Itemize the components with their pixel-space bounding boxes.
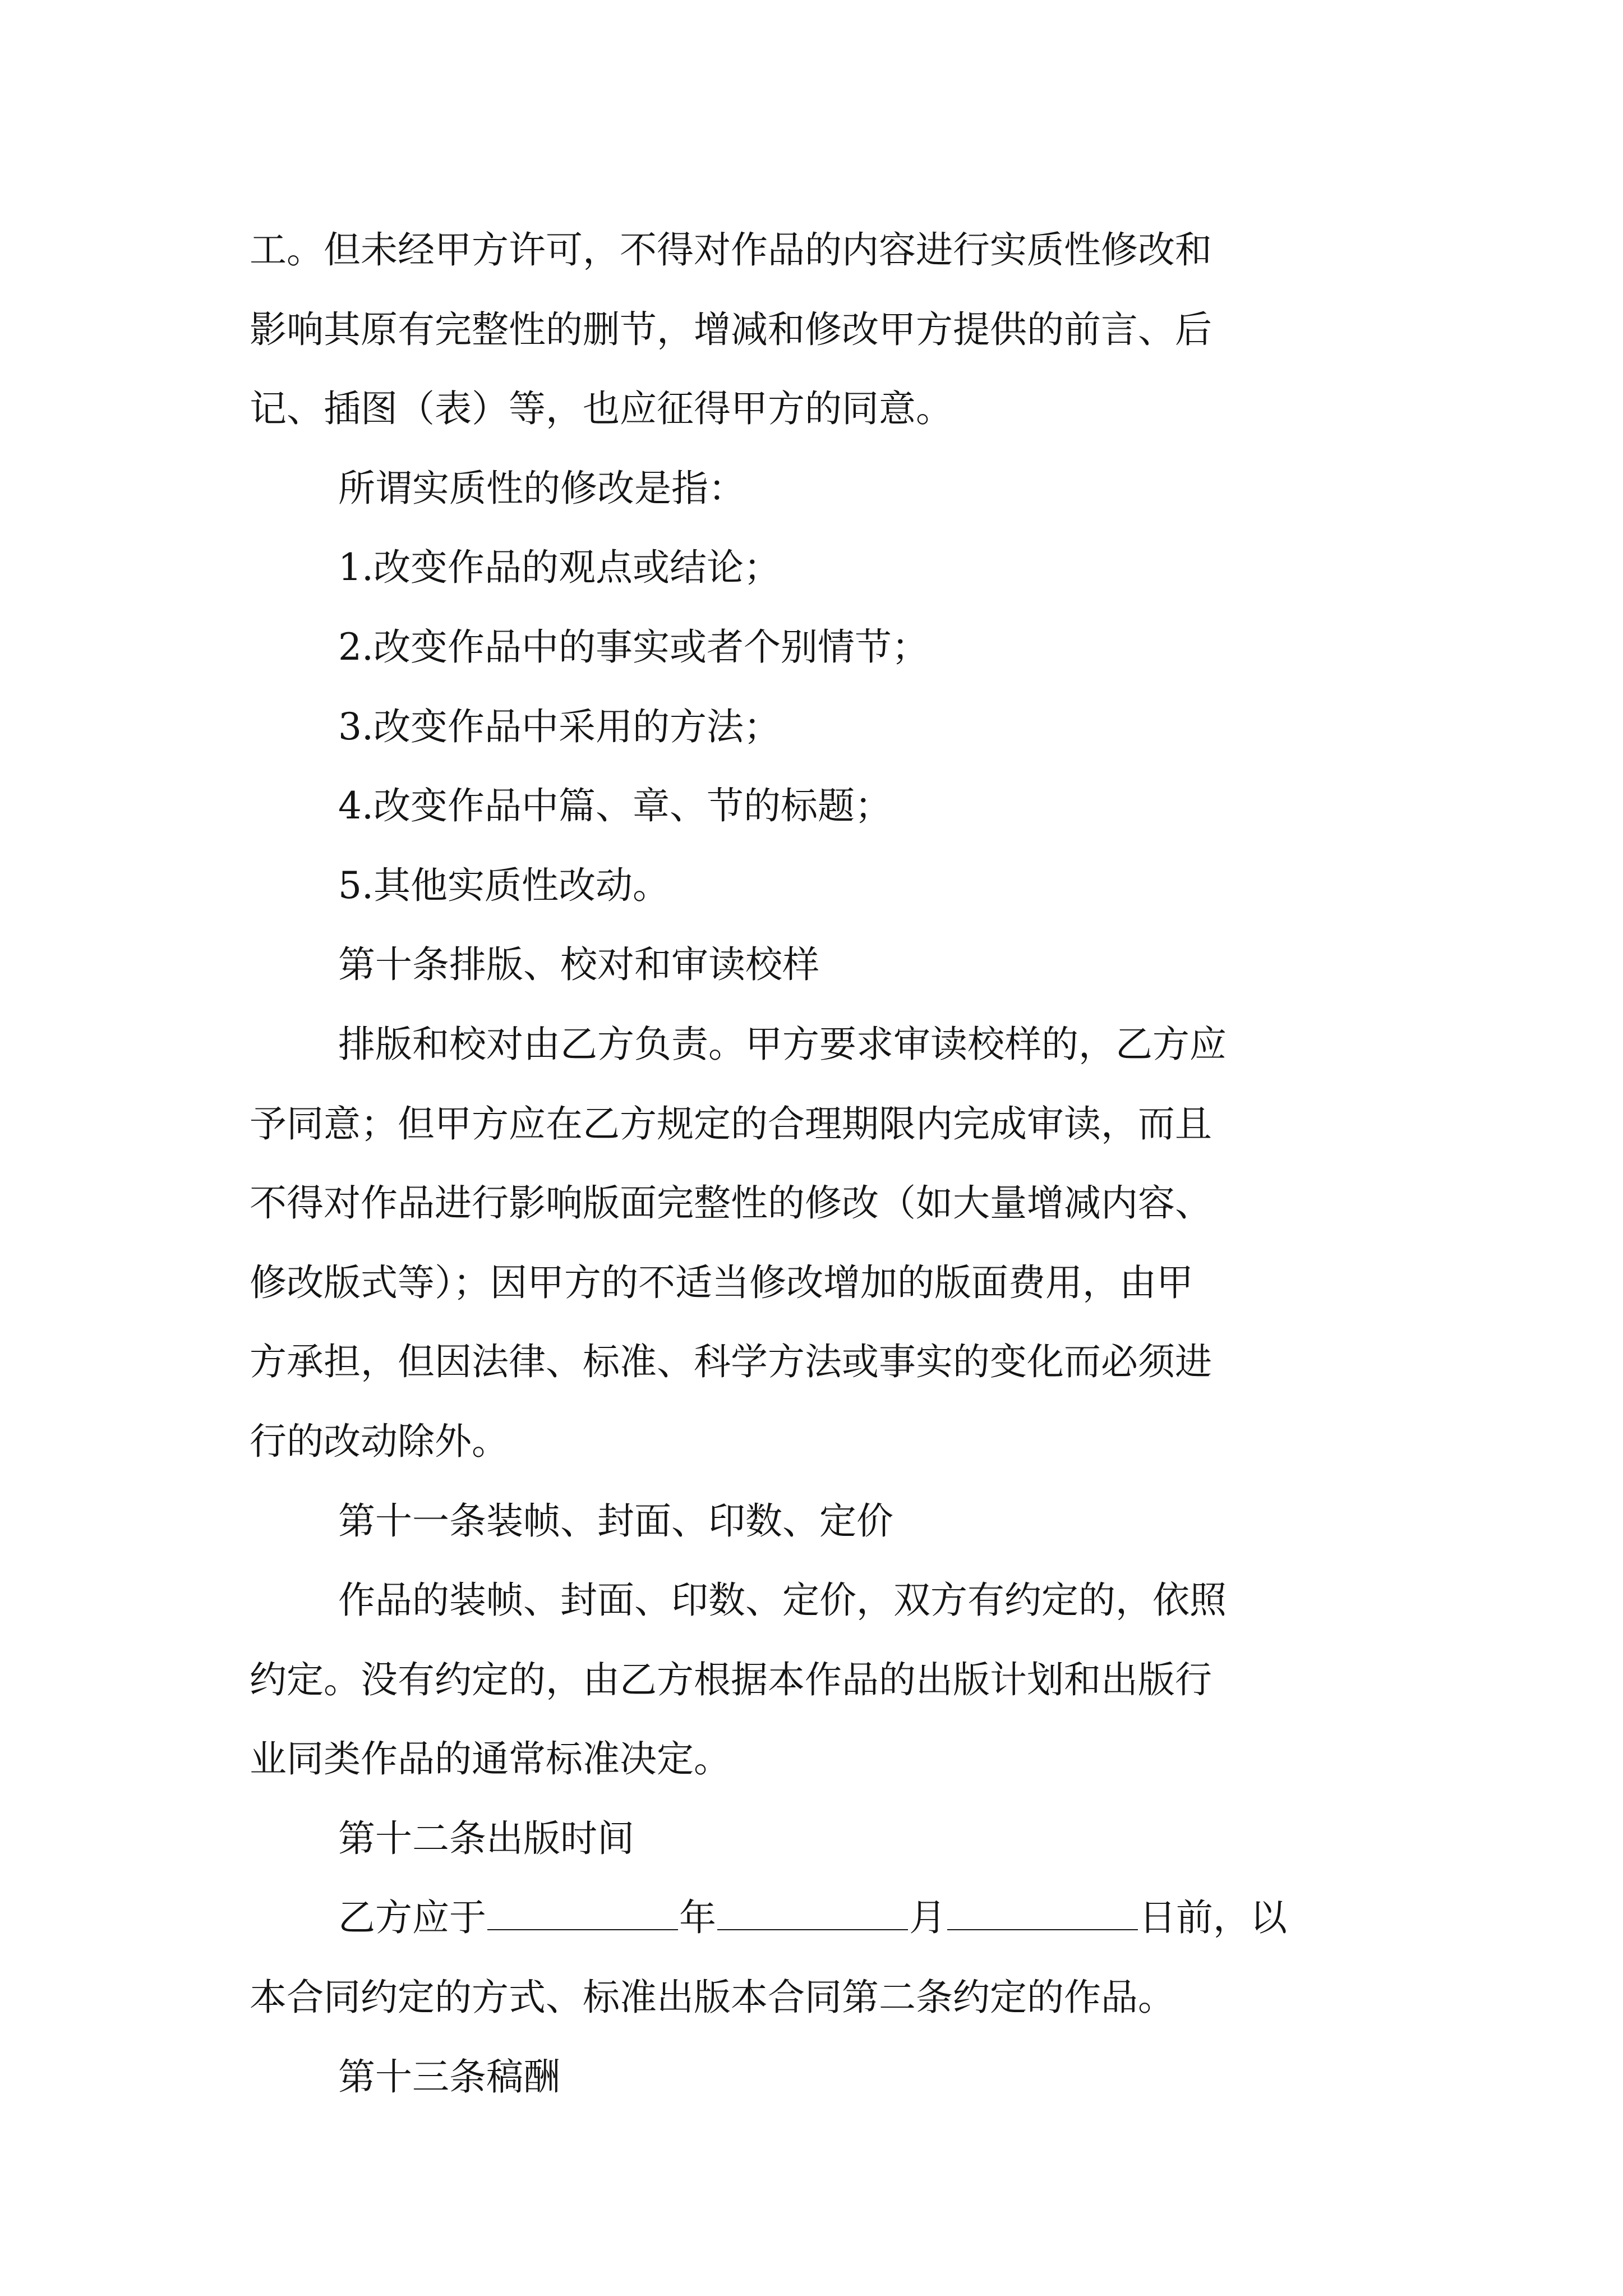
paragraph-line: 记、插图（表）等，也应征得甲方的同意。 xyxy=(250,387,953,431)
date-prefix: 乙方应于 xyxy=(338,1896,486,1940)
list-item: 5.其他实质性改动。 xyxy=(338,863,670,907)
month-blank xyxy=(717,1892,908,1930)
day-blank xyxy=(947,1892,1138,1930)
date-suffix: 日前，以 xyxy=(1139,1896,1287,1940)
paragraph-line: 作品的装帧、封面、印数、定价，双方有约定的，依照 xyxy=(338,1579,1227,1622)
paragraph-line: 行的改动除外。 xyxy=(250,1419,509,1463)
list-item: 2.改变作品中的事实或者个别情节； xyxy=(338,625,929,669)
section-heading: 第十二条出版时间 xyxy=(338,1816,634,1860)
document-body xyxy=(250,210,1388,2116)
paragraph-line: 修改版式等）；因甲方的不适当修改增加的版面费用，由甲 xyxy=(250,1260,1193,1304)
year-label: 年 xyxy=(679,1896,716,1940)
section-heading: 第十条排版、校对和审读校样 xyxy=(338,943,819,987)
paragraph-line: 业同类作品的通常标准决定。 xyxy=(250,1737,731,1781)
list-item: 1.改变作品的观点或结论； xyxy=(338,546,781,590)
month-label: 月 xyxy=(909,1896,946,1940)
publish-date-line xyxy=(250,1878,1388,1958)
list-item: 4.改变作品中篇、章、节的标题； xyxy=(338,784,892,828)
section-heading: 第十一条装帧、封面、印数、定价 xyxy=(338,1499,893,1543)
paragraph-line: 排版和校对由乙方负责。甲方要求审读校样的，乙方应 xyxy=(338,1022,1227,1066)
list-item: 3.改变作品中采用的方法； xyxy=(338,705,781,748)
paragraph-line: 不得对作品进行影响版面完整性的修改（如大量增减内容、 xyxy=(250,1181,1212,1225)
paragraph-line: 本合同约定的方式、标准出版本合同第二条约定的作品。 xyxy=(250,1976,1175,2019)
paragraph-line: 影响其原有完整性的删节，增减和修改甲方提供的前言、后 xyxy=(250,307,1212,351)
paragraph-line: 方承担，但因法律、标准、科学方法或事实的变化而必须进 xyxy=(250,1340,1212,1384)
section-heading: 第十三条稿酬 xyxy=(338,2055,560,2099)
year-blank xyxy=(487,1892,678,1930)
paragraph-line: 所谓实质性的修改是指： xyxy=(338,466,745,510)
paragraph-line: 予同意；但甲方应在乙方规定的合理期限内完成审读，而且 xyxy=(250,1102,1212,1145)
paragraph-line: 约定。没有约定的，由乙方根据本作品的出版计划和出版行 xyxy=(250,1658,1212,1701)
paragraph-line: 工。但未经甲方许可，不得对作品的内容进行实质性修改和 xyxy=(250,228,1212,272)
